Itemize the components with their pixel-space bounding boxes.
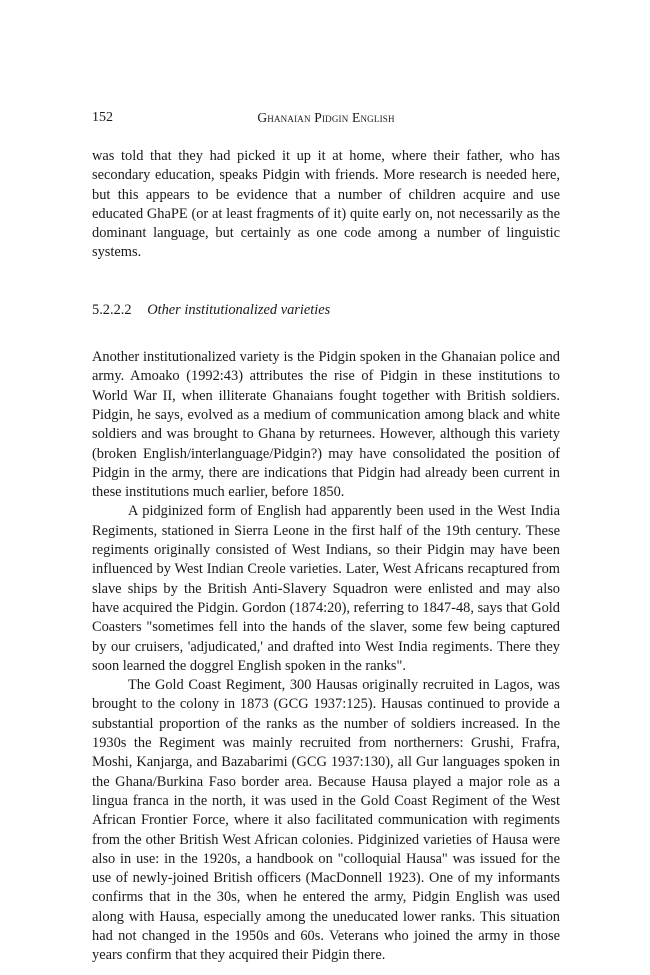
body-text	[92, 147, 560, 966]
running-title: Ghanaian Pidgin English	[257, 110, 395, 125]
section-number: 5.2.2.2	[92, 301, 132, 318]
paragraph: The Gold Coast Regiment, 300 Hausas originally recruited in Lagos, was brought to the colony in 1873 (GCG 1937:125). Hausas continued to provide a substantial proportion of the ranks as the number of soldiers increased. In the 1930s the Regiment was mainly recruited from northerners: Grushi, Frafra, Moshi, Kanjarga, and Bazabarimi (GCG 1937:130), all Gur languages spoken in the Ghana/Burkina Faso border area. Because Hausa played a major role as a lingua franca in the north, it was used in the Gold Coast Regiment of the West African Frontier Force, where it also facilitated communication with regiments from the other British West African colonies. Pidginized varieties of Hausa were also in use: in the 1920s, a handbook on "colloquial Hausa" was issued for the use of newly-joined British officers (MacDonnell 1923). One of my informants confirms that in the 30s, when he entered the army, Pidgin English was used along with Hausa, especially among the uneducated lower ranks. This situation had not changed in the 1950s and 60s. Veterans who joined the army in those years confirm that they acquired their Pidgin there.	[92, 677, 560, 964]
paragraph-continued: was told that they had picked it up it at home, where their father, who has secondary education, speaks Pidgin with friends. More research is needed here, but this appears to be evidence that a number of children acquire and use educated GhaPE (or at least fragments of it) quite early on, not necessarily as the dominant language, but certainly as one code among a number of linguistic systems.	[92, 148, 560, 261]
running-header	[92, 108, 560, 128]
section-title: Other institutionalized varieties	[147, 301, 331, 318]
paragraph: A pidginized form of English had apparently been used in the West India Regiments, stationed in Sierra Leone in the first half of the 19th century. These regiments originally consisted of West Indians, so their Pidgin may have been influenced by West Indian Creole varieties. Later, West Africans recaptured from slave ships by the British Anti-Slavery Squadron were enlisted and may also have acquired the Pidgin. Gordon (1874:20), referring to 1847-48, says that Gold Coasters "sometimes fell into the hands of the slaver, some few being captured by our cruisers, 'adjudicated,' and drafted into West India regiments. There they soon learned the doggrel English spoken in the ranks".	[92, 503, 560, 674]
page-number: 152	[92, 110, 113, 125]
paragraph: Another institutionalized variety is the Pidgin spoken in the Ghanaian police and army. Amoako (1992:43) attributes the rise of Pidgin in these institutions to World War II, when illiterate Ghanaians fought together with British soldiers. Pidgin, he says, evolved as a medium of communication among black and white soldiers and was brought to Ghana by returnees. However, although this variety (broken English/interlanguage/Pidgin?) may have consolidated the position of Pidgin in the army, there are indications that Pidgin had already been current in these institutions much earlier, before 1850.	[92, 349, 560, 501]
section-heading	[92, 301, 560, 320]
